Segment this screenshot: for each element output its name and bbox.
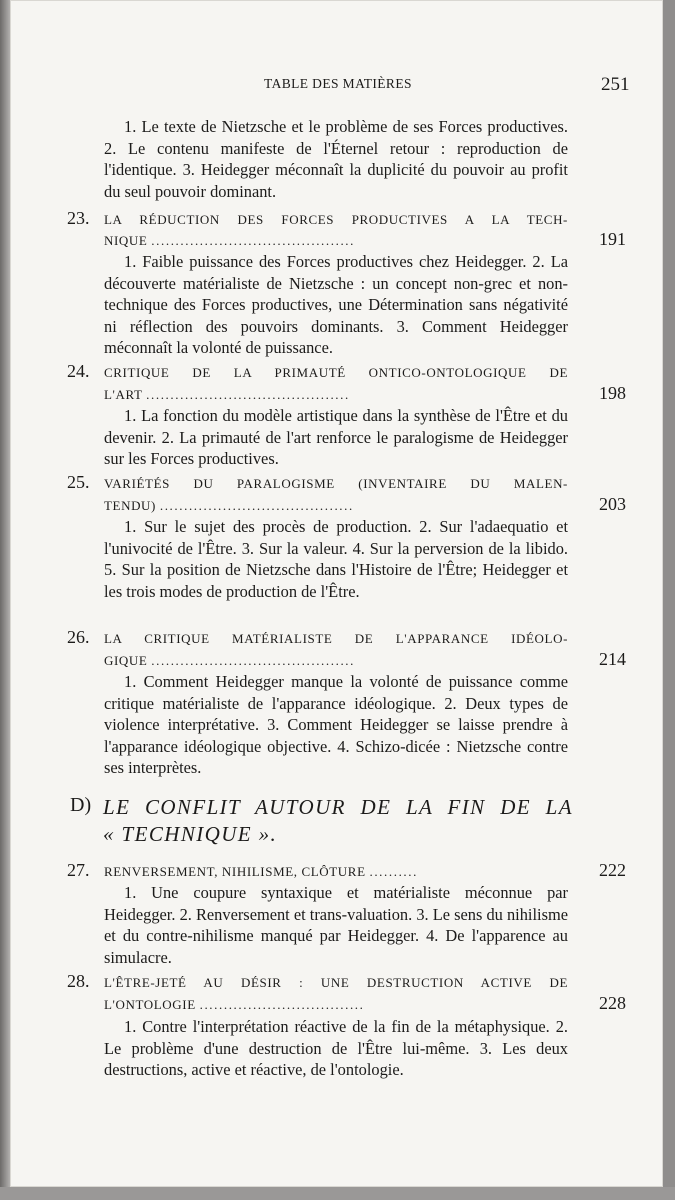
entry-title-28: L'ÊTRE-JETÉ AU DÉSIR : UNE DESTRUCTION ACTIVE DE [104,975,568,990]
intro-description: 1. Le texte de Nietzsche et le problème de ses Forces productives. 2. Le contenu manifeste de l'Éternel retour : reproduction de l'identique. 3. Heidegger méconnaît la duplicité du pouvoir au profit du seul pouvoir dominant. [104,117,568,201]
leader-dots: .......... [369,864,418,879]
page-edge-shadow [0,0,10,1200]
entry-page-25[interactable]: 203 [599,494,626,514]
entry-page-28[interactable]: 228 [599,993,626,1013]
entry-leader-27 [104,861,568,883]
entry-leader-28 [104,994,568,1016]
entry-leader-25 [104,495,568,517]
entry-description-25: 1. Sur le sujet des procès de production. 2. Sur l'adaequatio et l'univocité de l'Être. 3. Sur la valeur. 4. Sur la perversion de la libido. 5. Sur la position de Nietzsche dans l'Histoire de l'Être; Heidegger et les trois modes de production de l'Être. [104,517,568,601]
entry-title-24-cont: L'ART [104,387,143,402]
entry-leader-23 [104,230,568,252]
entry-number-25: 25. [67,472,90,492]
bottom-shadow [0,1187,675,1200]
entry-title-27: RENVERSEMENT, NIHILISME, CLÔTURE [104,864,366,879]
entry-number-28: 28. [67,971,90,991]
entry-number-24: 24. [67,361,90,381]
section-letter: D) [70,794,92,816]
entry-number-23: 23. [67,208,90,228]
section-title-line2: « TECHNIQUE ». [103,822,278,846]
entry-description-26: 1. Comment Heidegger manque la volonté de puissance comme critique matérialiste de l'apparance idéologique. 2. Deux types de violence interprétative. 3. Comment Heidegger se laisse prendre à l'apparance idéologique objective. 4. Schizo-dicée : Nietzsche contre ses interprètes. [104,672,568,777]
entry-title-26: LA CRITIQUE MATÉRIALISTE DE L'APPARANCE IDÉOLO- [104,631,568,646]
entry-title-24: CRITIQUE DE LA PRIMAUTÉ ONTICO-ONTOLOGIQUE DE [104,365,568,380]
entry-page-23[interactable]: 191 [599,229,626,249]
entry-leader-26 [104,650,568,672]
entry-description-24: 1. La fonction du modèle artistique dans la synthèse de l'Être et du devenir. 2. La primauté de l'art renforce le paralogisme de Heidegger sur les Forces productives. [104,406,568,468]
leader-dots: .......................................... [151,653,355,668]
entry-number-27: 27. [67,860,90,880]
leader-dots: .................................. [199,997,365,1012]
entry-page-26[interactable]: 214 [599,649,626,669]
leader-dots: ........................................ [159,498,354,513]
entry-title-23-cont: NIQUE [104,233,148,248]
entry-title-25: VARIÉTÉS DU PARALOGISME (INVENTAIRE DU MALEN- [104,476,568,491]
entry-description-28: 1. Contre l'interprétation réactive de la fin de la métaphysique. 2. Le problème d'une destruction de l'Être lui-même. 3. Les deux destructions, active et réactive, de l'ontologie. [104,1017,568,1079]
section-title-line1: LE CONFLIT AUTOUR DE LA FIN DE LA [103,795,573,819]
running-head: TABLE DES MATIÈRES [264,76,412,91]
page-number: 251 [601,74,630,95]
entry-description-23: 1. Faible puissance des Forces productives chez Heidegger. 2. La découverte matérialiste de Nietzsche : un concept non-grec et non-technique des Forces productives, une Détermination sans négativité ni réflection des pouvoirs dominants. 3. Comment Heidegger méconnaît la volonté de puissance. [104,252,568,357]
entry-title-26-cont: GIQUE [104,653,148,668]
book-page [10,0,663,1187]
entry-leader-24 [104,384,568,406]
entry-title-25-cont: TENDU) [104,498,156,513]
entry-page-27[interactable]: 222 [599,860,626,880]
entry-title-28-cont: L'ONTOLOGIE [104,997,196,1012]
leader-dots: .......................................... [151,233,355,248]
entry-description-27: 1. Une coupure syntaxique et matérialiste méconnue par Heidegger. 2. Renversement et trans-valuation. 3. Le sens du nihilisme et du contre-nihilisme manqué par Heidegger. 4. De l'apparence au simulacre. [104,883,568,967]
leader-dots: .......................................... [146,387,350,402]
entry-title-23: LA RÉDUCTION DES FORCES PRODUCTIVES A LA TECH- [104,212,568,227]
entry-page-24[interactable]: 198 [599,383,626,403]
entry-number-26: 26. [67,627,90,647]
section-title [103,794,573,848]
